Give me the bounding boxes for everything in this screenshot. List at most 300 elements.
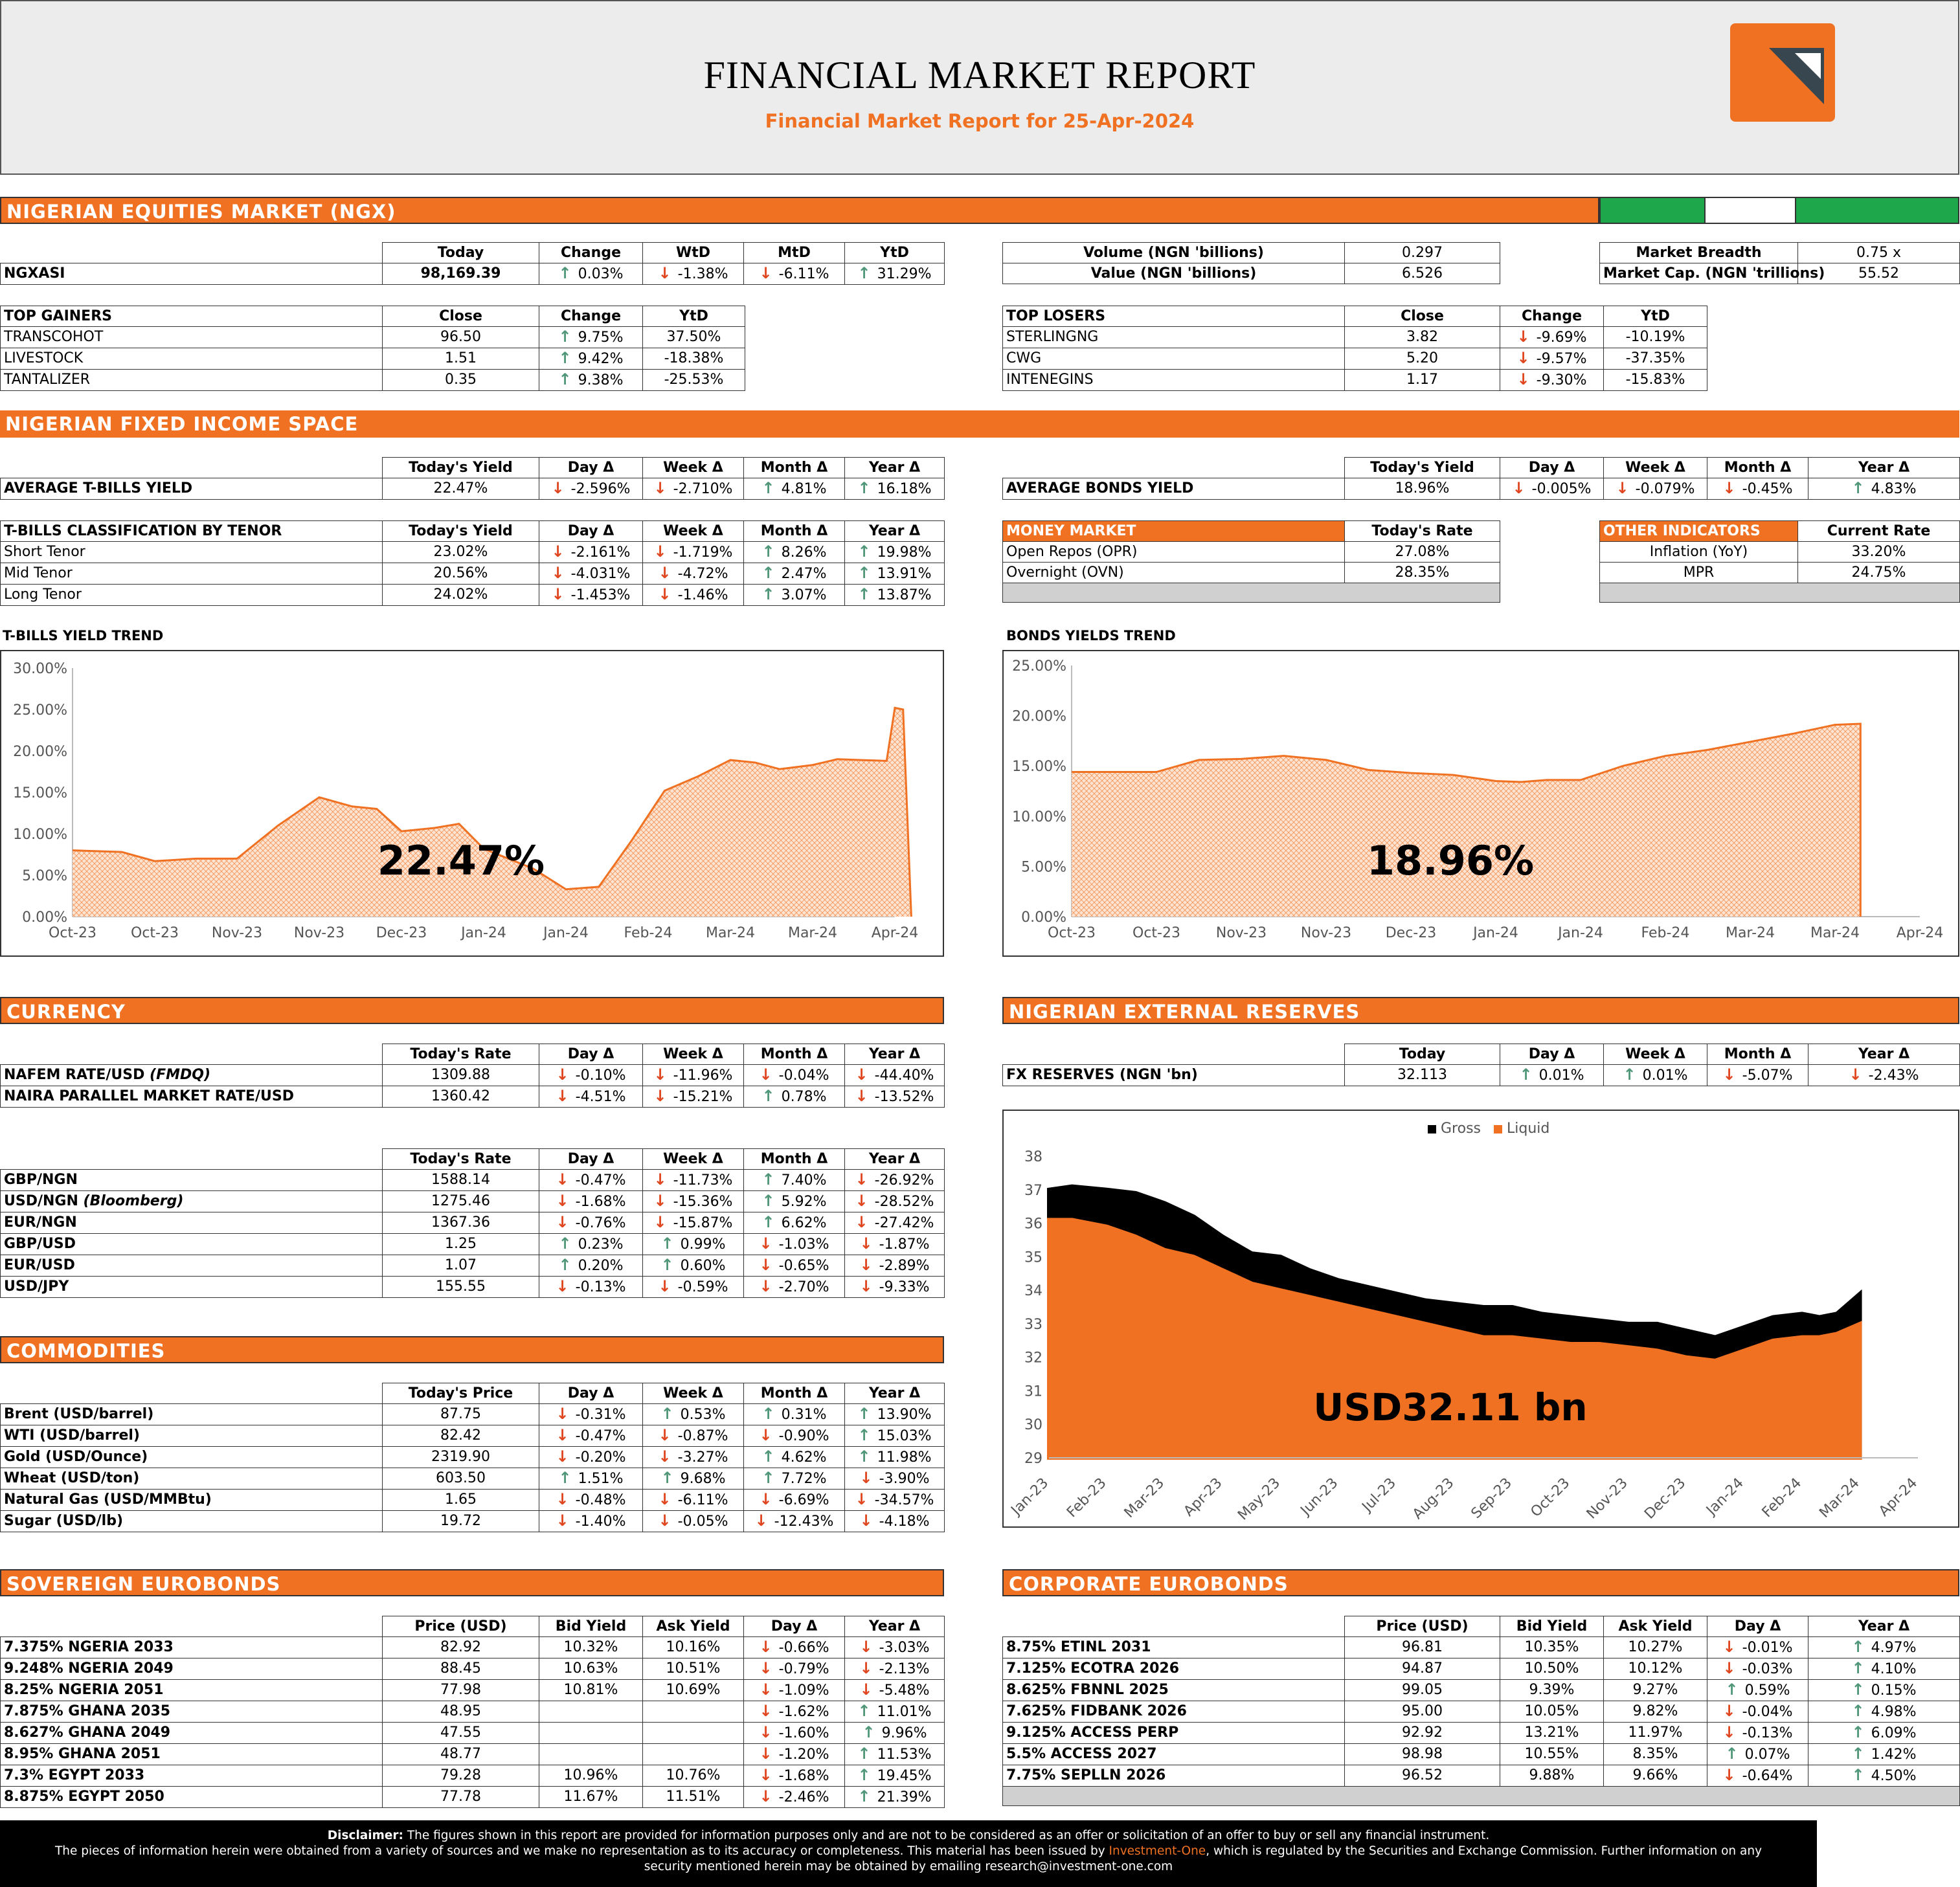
- tenor-delta-value: 3.07%: [781, 587, 827, 603]
- y-tick-label: 38: [1024, 1149, 1042, 1165]
- bond-value: [643, 1744, 744, 1765]
- arrow-down-icon: ↓: [1512, 479, 1526, 497]
- fx-delta-value: -15.87%: [673, 1215, 733, 1231]
- commodity-delta: [744, 1511, 845, 1532]
- bond-name: 8.627% GHANA 2049: [1, 1723, 383, 1744]
- header-rate: Current Rate: [1798, 521, 1960, 542]
- row-label: FX RESERVES (NGN 'bn): [1003, 1065, 1345, 1086]
- tenor-delta: [744, 563, 845, 585]
- bond-value: 95.00: [1345, 1701, 1500, 1723]
- stock-close: 1.51: [383, 348, 539, 370]
- report-subtitle: Financial Market Report for 25-Apr-2024: [765, 110, 1195, 132]
- fx-delta: [744, 1234, 845, 1255]
- column-header: Price (USD): [383, 1616, 539, 1637]
- arrow-up-icon: ↑: [761, 1213, 775, 1231]
- stock-change: [1500, 348, 1604, 370]
- reserves-delta: [1707, 1065, 1808, 1086]
- column-header: Today: [383, 243, 539, 263]
- fx-delta: [643, 1191, 744, 1212]
- column-header: Day Δ: [539, 458, 643, 478]
- stock-change-value: -9.57%: [1536, 351, 1587, 367]
- bond-delta-value: -0.03%: [1742, 1661, 1793, 1677]
- arrow-down-icon: ↓: [859, 1512, 873, 1530]
- breadth-value: 0.75 x: [1798, 243, 1960, 263]
- bonds-yield-svg: [1004, 651, 1958, 955]
- column-header: Week Δ: [643, 458, 744, 478]
- column-header: YtD: [1604, 306, 1707, 327]
- x-tick-label: Nov-23: [1215, 925, 1267, 941]
- bond-delta: [1808, 1744, 1960, 1765]
- tbills-yield-svg: [1, 651, 943, 955]
- fx-delta-value: 0.23%: [578, 1236, 624, 1253]
- x-tick-label: Dec-23: [376, 925, 427, 941]
- ngx-index-table: [0, 242, 945, 285]
- breadth-label: Market Cap. (NGN 'trillions): [1600, 263, 1798, 284]
- tbills_avg-delta: [744, 478, 845, 500]
- volume-value: 0.297: [1345, 243, 1500, 263]
- bond-delta: [845, 1723, 945, 1744]
- arrow-up-icon: ↑: [857, 1426, 871, 1444]
- bond-value: 8.35%: [1604, 1744, 1707, 1765]
- column-header: Week Δ: [643, 521, 744, 542]
- bond-delta: [744, 1701, 845, 1723]
- fx-delta-value: -0.65%: [778, 1258, 829, 1274]
- column-header: Week Δ: [643, 1383, 744, 1404]
- commodity-delta: [643, 1511, 744, 1532]
- tenor-delta-value: -2.161%: [570, 544, 631, 561]
- arrow-down-icon: ↓: [658, 1426, 671, 1444]
- bond-delta-value: -0.66%: [778, 1640, 829, 1656]
- commodity-delta-value: -0.31%: [575, 1407, 626, 1423]
- bond-delta-value: -0.01%: [1742, 1640, 1793, 1656]
- bonds_avg-delta: [1707, 478, 1808, 500]
- arrow-down-icon: ↓: [855, 1066, 868, 1084]
- arrow-down-icon: ↓: [1722, 1766, 1736, 1784]
- bond-value: [643, 1723, 744, 1744]
- x-tick-label: Jan-24: [461, 925, 506, 941]
- bond-delta: [845, 1701, 945, 1723]
- chart-annotation: 18.96%: [1366, 837, 1535, 884]
- y-tick-label: 10.00%: [1012, 809, 1066, 825]
- column-header: Today: [1345, 1044, 1500, 1065]
- arrow-down-icon: ↓: [859, 1234, 873, 1253]
- commodity-delta: [539, 1468, 643, 1490]
- column-header: Year Δ: [845, 1044, 945, 1065]
- tenor-delta-value: -1.453%: [570, 587, 631, 603]
- fx-delta-value: 5.92%: [781, 1194, 827, 1210]
- commodity-name: Sugar (USD/lb): [1, 1511, 383, 1532]
- bond-delta-value: -2.13%: [879, 1661, 930, 1677]
- arrow-up-icon: ↑: [1623, 1066, 1636, 1084]
- commodities-table: [0, 1383, 945, 1532]
- fx-delta: [643, 1255, 744, 1277]
- bond-name: 7.75% SEPLLN 2026: [1003, 1765, 1345, 1787]
- bond-delta: [744, 1637, 845, 1658]
- arrow-down-icon: ↓: [658, 564, 671, 582]
- x-tick-label: Nov-23: [1583, 1475, 1631, 1523]
- disclaimer: [0, 1820, 1817, 1887]
- column-header: Year Δ: [1808, 1044, 1960, 1065]
- arrow-down-icon: ↓: [759, 1066, 772, 1084]
- commodity-price: 82.42: [383, 1425, 539, 1447]
- bond-delta: [845, 1744, 945, 1765]
- bond-name: 9.125% ACCESS PERP: [1003, 1723, 1345, 1744]
- bond-delta-value: -0.04%: [1742, 1704, 1793, 1720]
- bond-value: [643, 1701, 744, 1723]
- commodity-delta: [845, 1511, 945, 1532]
- arrow-up-icon: ↑: [857, 479, 871, 497]
- stock-change: [539, 327, 643, 348]
- arrow-down-icon: ↓: [759, 1638, 772, 1656]
- grey-footer: [1003, 1787, 1960, 1806]
- bond-delta-value: 9.96%: [881, 1725, 927, 1741]
- fx-reserves-svg: [1004, 1111, 1958, 1526]
- fx-pair-name: EUR/USD: [4, 1257, 75, 1273]
- y-tick-label: 36: [1024, 1216, 1042, 1233]
- logo-mark-icon: [1730, 23, 1835, 122]
- y-tick-label: 0.00%: [22, 910, 67, 926]
- arrow-down-icon: ↓: [658, 264, 671, 282]
- arrow-up-icon: ↑: [857, 264, 871, 282]
- tenor-delta: [845, 585, 945, 606]
- fx-delta-value: 0.20%: [578, 1258, 624, 1274]
- arrow-down-icon: ↓: [658, 585, 671, 603]
- arrow-down-icon: ↓: [556, 1170, 569, 1189]
- commodity-delta: [845, 1468, 945, 1490]
- blank-cell: [1003, 1616, 1345, 1637]
- tenor-delta-value: 13.87%: [877, 587, 932, 603]
- ngx-ytd: [845, 263, 945, 285]
- bond-value: 92.92: [1345, 1723, 1500, 1744]
- other_indicators-label: Inflation (YoY): [1600, 542, 1798, 563]
- arrow-down-icon: ↓: [859, 1277, 873, 1295]
- section-currency: CURRENCY: [0, 997, 944, 1024]
- commodity-delta: [845, 1425, 945, 1447]
- chart-annotation: 22.47%: [377, 837, 545, 884]
- commodity-delta: [539, 1425, 643, 1447]
- arrow-up-icon: ↑: [761, 1192, 775, 1210]
- fx-delta-value: -11.73%: [673, 1172, 733, 1189]
- commodity-delta: [845, 1490, 945, 1511]
- blank-cell: [1, 1044, 383, 1065]
- arrow-down-icon: ↓: [759, 1766, 772, 1784]
- bond-name: 8.625% FBNNL 2025: [1003, 1680, 1345, 1701]
- commodity-price: 19.72: [383, 1511, 539, 1532]
- column-header: Month Δ: [744, 458, 845, 478]
- bond-delta-value: 4.98%: [1871, 1704, 1917, 1720]
- fx-rate: 1588.14: [383, 1170, 539, 1191]
- commodity-name: Brent (USD/barrel): [1, 1404, 383, 1425]
- volume-value: 6.526: [1345, 263, 1500, 284]
- column-header: Day Δ: [539, 1383, 643, 1404]
- fx-pair-name: GBP/USD: [4, 1236, 76, 1252]
- arrow-down-icon: ↓: [556, 1277, 569, 1295]
- stock-change: [1500, 370, 1604, 391]
- commodity-price: 2319.90: [383, 1447, 539, 1468]
- bond-delta: [1707, 1744, 1808, 1765]
- arrow-up-icon: ↑: [857, 1787, 871, 1805]
- arrow-down-icon: ↓: [653, 542, 667, 561]
- commodity-delta: [643, 1404, 744, 1425]
- bond-delta-value: 11.01%: [877, 1704, 932, 1720]
- tenor-delta: [744, 542, 845, 563]
- tenor-yield: 24.02%: [383, 585, 539, 606]
- other_indicators-value: 24.75%: [1798, 563, 1960, 583]
- arrow-down-icon: ↓: [556, 1405, 569, 1423]
- x-tick-label: Mar-23: [1121, 1475, 1168, 1522]
- grey-footer: [1003, 583, 1500, 603]
- arrow-up-icon: ↑: [660, 1405, 674, 1423]
- tenor-delta-value: -4.031%: [570, 566, 631, 582]
- bond-delta: [1808, 1765, 1960, 1787]
- x-tick-label: Jun-23: [1298, 1475, 1342, 1519]
- x-tick-label: Mar-24: [1816, 1475, 1863, 1522]
- stock-name: STERLINGNG: [1003, 327, 1345, 348]
- blank-cell: [1, 1383, 383, 1404]
- bond-value: 99.05: [1345, 1680, 1500, 1701]
- fx-delta: [539, 1086, 643, 1108]
- tenor-label: Short Tenor: [1, 542, 383, 563]
- bond-value: 10.63%: [539, 1658, 643, 1680]
- bond-delta: [1808, 1701, 1960, 1723]
- bond-delta: [845, 1765, 945, 1787]
- fx-delta: [744, 1065, 845, 1086]
- fx-delta: [539, 1065, 643, 1086]
- tbills-tenor-table: [0, 520, 945, 606]
- column-header: Day Δ: [744, 1616, 845, 1637]
- column-header: Month Δ: [744, 1383, 845, 1404]
- bond-delta-value: 4.50%: [1871, 1768, 1917, 1784]
- fx-delta-value: -26.92%: [874, 1172, 934, 1189]
- tenor-delta-value: 2.47%: [781, 566, 827, 582]
- disclaimer-label: Disclaimer:: [327, 1829, 403, 1842]
- bond-value: [539, 1723, 643, 1744]
- x-tick-label: Feb-24: [624, 925, 673, 941]
- naira-rates-table: [0, 1044, 945, 1108]
- arrow-down-icon: ↓: [759, 1426, 772, 1444]
- top-losers-table: [1002, 306, 1707, 391]
- commodity-delta-value: -1.40%: [575, 1513, 626, 1530]
- arrow-down-icon: ↓: [1849, 1066, 1862, 1084]
- column-header: TOP GAINERS: [1, 306, 383, 327]
- fx-delta-value: 0.99%: [680, 1236, 726, 1253]
- chart-annotation: USD32.11 bn: [1313, 1385, 1588, 1429]
- arrow-up-icon: ↑: [857, 1766, 871, 1784]
- fx-delta: [539, 1277, 643, 1298]
- column-header: Day Δ: [1500, 458, 1604, 478]
- y-tick-label: 25.00%: [13, 702, 67, 719]
- arrow-up-icon: ↑: [558, 370, 572, 388]
- arrow-up-icon: ↑: [558, 264, 572, 282]
- x-tick-label: Oct-23: [1048, 925, 1096, 941]
- fx-rate: 1360.42: [383, 1086, 539, 1108]
- y-tick-label: 5.00%: [1021, 859, 1066, 876]
- arrow-down-icon: ↓: [556, 1490, 569, 1508]
- arrow-down-icon: ↓: [556, 1213, 569, 1231]
- bond-delta: [744, 1723, 845, 1744]
- tenor-label: Long Tenor: [1, 585, 383, 606]
- x-tick-label: Oct-23: [49, 925, 96, 941]
- arrow-up-icon: ↑: [761, 564, 775, 582]
- reserves-delta-value: 0.01%: [1538, 1067, 1584, 1084]
- arrow-down-icon: ↓: [759, 1787, 772, 1805]
- bond-delta: [1707, 1723, 1808, 1744]
- fx-delta-value: -11.96%: [673, 1067, 733, 1084]
- bond-delta-value: 21.39%: [877, 1789, 932, 1805]
- tenor-delta-value: -1.46%: [677, 587, 728, 603]
- bond-delta-value: -1.68%: [778, 1768, 829, 1784]
- x-tick-label: Apr-24: [871, 925, 919, 941]
- x-tick-label: Mar-24: [1810, 925, 1860, 941]
- top-gainers-table: [0, 306, 745, 391]
- arrow-down-icon: ↓: [759, 1702, 772, 1720]
- fx-pair-label: [1, 1212, 383, 1234]
- bond-delta: [1707, 1765, 1808, 1787]
- tbills_avg-delta-value: -2.596%: [570, 481, 631, 497]
- ngx-wtd: [643, 263, 744, 285]
- commodity-delta: [539, 1490, 643, 1511]
- commodity-delta-value: -0.48%: [575, 1492, 626, 1508]
- x-tick-label: Jan-24: [1703, 1475, 1747, 1519]
- commodity-name: Gold (USD/Ounce): [1, 1447, 383, 1468]
- x-tick-label: Mar-24: [787, 925, 838, 941]
- tbills-yield-chart: [0, 650, 944, 957]
- fx-pair-name: USD/NGN: [4, 1193, 84, 1209]
- arrow-down-icon: ↓: [1722, 1066, 1736, 1084]
- column-header: Close: [1345, 306, 1500, 327]
- x-tick-label: Mar-24: [1725, 925, 1775, 941]
- column-header: Month Δ: [744, 1149, 845, 1170]
- brand-link[interactable]: Investment-One: [1109, 1844, 1206, 1858]
- row-label: NGXASI: [1, 263, 383, 285]
- arrow-down-icon: ↓: [653, 1213, 667, 1231]
- stock-name: LIVESTOCK: [1, 348, 383, 370]
- commodity-delta-value: -0.90%: [778, 1428, 829, 1444]
- fx-delta: [539, 1191, 643, 1212]
- x-tick-label: Apr-24: [1896, 925, 1944, 941]
- fx-cross-rates-table: [0, 1148, 945, 1298]
- blank-cell: [1, 458, 383, 478]
- bond-value: 9.27%: [1604, 1680, 1707, 1701]
- x-tick-label: Aug-23: [1410, 1475, 1458, 1523]
- arrow-down-icon: ↓: [859, 1638, 873, 1656]
- fx-delta: [845, 1234, 945, 1255]
- money_market-value: 28.35%: [1345, 563, 1500, 583]
- fx-delta-value: -0.59%: [677, 1279, 728, 1295]
- column-header: Year Δ: [845, 458, 945, 478]
- x-tick-label: Feb-24: [1641, 925, 1690, 941]
- arrow-up-icon: ↑: [558, 1256, 572, 1274]
- column-header: T-BILLS CLASSIFICATION BY TENOR: [1, 521, 383, 542]
- bonds_avg-delta-value: -0.005%: [1531, 481, 1592, 497]
- breadth-label: Market Breadth: [1600, 243, 1798, 263]
- bond-value: 10.35%: [1500, 1637, 1604, 1658]
- bond-delta-value: -2.46%: [778, 1789, 829, 1805]
- arrow-up-icon: ↑: [761, 479, 775, 497]
- column-header: Year Δ: [845, 1616, 945, 1637]
- fx-delta-value: -1.68%: [575, 1194, 626, 1210]
- arrow-up-icon: ↑: [857, 585, 871, 603]
- bond-delta-value: 19.45%: [877, 1768, 932, 1784]
- commodity-delta: [845, 1404, 945, 1425]
- bond-delta-value: 0.15%: [1871, 1682, 1917, 1699]
- volume-label: Value (NGN 'billions): [1003, 263, 1345, 284]
- column-header: Today's Yield: [383, 458, 539, 478]
- bond-delta: [744, 1744, 845, 1765]
- fx-delta-value: 6.62%: [781, 1215, 827, 1231]
- tbills_avg-delta: [539, 478, 643, 500]
- arrow-down-icon: ↓: [551, 479, 565, 497]
- section-commodities: COMMODITIES: [0, 1336, 944, 1363]
- arrow-up-icon: ↑: [558, 328, 572, 346]
- arrow-up-icon: ↑: [857, 1702, 871, 1720]
- arrow-down-icon: ↓: [859, 1256, 873, 1274]
- x-tick-label: Apr-24: [1876, 1475, 1921, 1520]
- bonds_avg-value: 18.96%: [1345, 478, 1500, 500]
- arrow-up-icon: ↑: [1851, 1659, 1865, 1677]
- fx-rate: 1.25: [383, 1234, 539, 1255]
- fx-delta: [539, 1234, 643, 1255]
- arrow-up-icon: ↑: [857, 1745, 871, 1763]
- arrow-down-icon: ↓: [855, 1170, 868, 1189]
- bond-value: 82.92: [383, 1637, 539, 1658]
- arrow-down-icon: ↓: [754, 1512, 768, 1530]
- fx-delta-value: 0.60%: [680, 1258, 726, 1274]
- tenor-delta: [845, 563, 945, 585]
- arrow-up-icon: ↑: [1851, 1766, 1865, 1784]
- y-tick-label: 20.00%: [13, 744, 67, 760]
- column-header: YtD: [845, 243, 945, 263]
- header-label: OTHER INDICATORS: [1600, 521, 1798, 542]
- x-tick-label: May-23: [1235, 1475, 1284, 1524]
- stock-change: [1500, 327, 1604, 348]
- arrow-down-icon: ↓: [855, 1192, 868, 1210]
- commodity-delta-value: 0.31%: [781, 1407, 827, 1423]
- commodity-delta-value: -6.69%: [778, 1492, 829, 1508]
- commodity-delta: [643, 1490, 744, 1511]
- arrow-down-icon: ↓: [759, 1723, 772, 1741]
- bond-delta-value: -3.03%: [879, 1640, 930, 1656]
- fx-delta-value: -1.87%: [879, 1236, 930, 1253]
- column-header: Month Δ: [1707, 458, 1808, 478]
- bond-value: [539, 1744, 643, 1765]
- bond-value: 77.98: [383, 1680, 539, 1701]
- commodity-delta-value: -12.43%: [774, 1513, 834, 1530]
- commodity-delta-value: -34.57%: [874, 1492, 934, 1508]
- arrow-down-icon: ↓: [1616, 479, 1629, 497]
- bond-value: 13.21%: [1500, 1723, 1604, 1744]
- reserves-delta-value: -5.07%: [1742, 1067, 1793, 1084]
- column-header: Month Δ: [1707, 1044, 1808, 1065]
- reserves-value: 32.113: [1345, 1065, 1500, 1086]
- commodity-delta: [744, 1425, 845, 1447]
- tenor-delta: [643, 542, 744, 563]
- commodity-delta-value: 11.98%: [877, 1449, 932, 1466]
- blank-cell: [1003, 1044, 1345, 1065]
- arrow-up-icon: ↑: [857, 1447, 871, 1466]
- bond-value: 10.32%: [539, 1637, 643, 1658]
- bond-delta-value: -0.79%: [778, 1661, 829, 1677]
- ngx-mtd-value: -6.11%: [778, 266, 829, 282]
- bond-delta-value: 1.42%: [1871, 1747, 1917, 1763]
- commodity-delta-value: -6.11%: [677, 1492, 728, 1508]
- bond-name: 7.3% EGYPT 2033: [1, 1765, 383, 1787]
- arrow-up-icon: ↑: [1851, 1745, 1865, 1763]
- bond-name: 7.875% GHANA 2035: [1, 1701, 383, 1723]
- fx-rate: 155.55: [383, 1277, 539, 1298]
- fx-delta: [643, 1086, 744, 1108]
- stock-close: 5.20: [1345, 348, 1500, 370]
